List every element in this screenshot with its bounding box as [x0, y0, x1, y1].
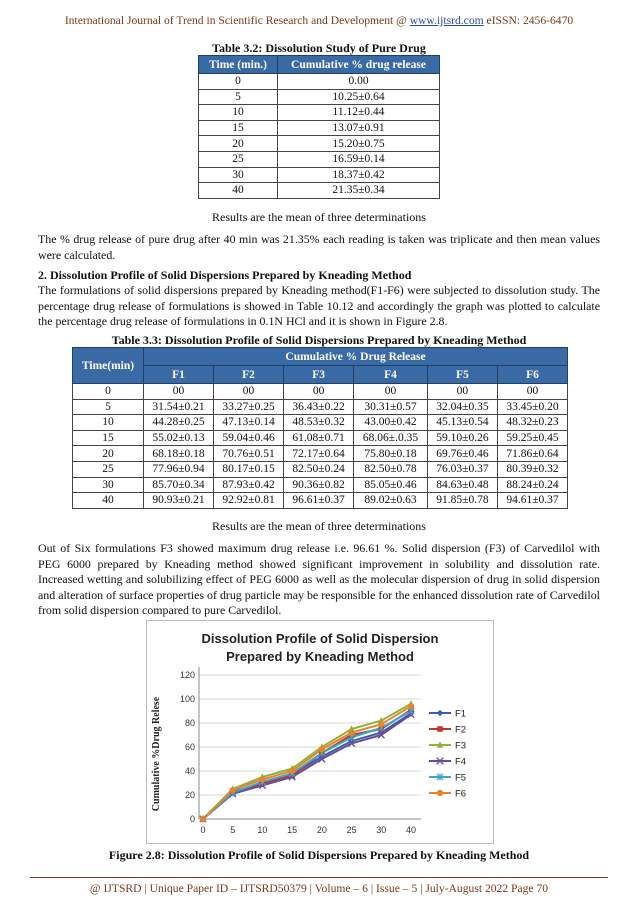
y-tick-label: 80	[184, 718, 195, 728]
release-cell: 11.12±0.44	[278, 105, 440, 121]
time-cell: 25	[73, 461, 144, 477]
release-cell: 76.03±0.37	[427, 461, 497, 477]
data-point-marker	[437, 726, 443, 732]
time-cell: 40	[73, 493, 144, 509]
table-row	[199, 74, 440, 90]
y-tick-label: 120	[179, 670, 195, 680]
figure-caption: Figure 2.8: Dissolution Profile of Solid Dispersions Prepared by Kneading Method	[108, 848, 530, 862]
table-row	[199, 183, 440, 199]
release-cell: 90.36±0.82	[284, 477, 354, 493]
journal-issn: eISSN: 2456-6470	[483, 14, 574, 27]
release-cell: 00	[214, 384, 284, 400]
release-cell: 31.54±0.21	[144, 399, 214, 415]
x-tick-label: 5	[230, 825, 236, 835]
release-cell: 70.76±0.51	[214, 446, 284, 462]
release-cell: 71.86±0.64	[497, 446, 567, 462]
col-group-header: Cumulative % Drug Release	[144, 348, 568, 366]
time-cell: 0	[199, 74, 278, 90]
page-footer: @ IJTSRD | Unique Paper ID – IJTSRD50379 | Volume – 6 | Issue – 5 | July-August 2022 Page 70	[89, 882, 549, 895]
data-point-marker	[259, 776, 265, 782]
release-cell: 82.50±0.24	[284, 461, 354, 477]
col-header-formulation: F3	[284, 366, 354, 384]
release-cell: 18.37±0.42	[278, 167, 440, 183]
release-cell: 72.17±0.64	[284, 446, 354, 462]
time-cell: 5	[73, 399, 144, 415]
journal-header	[0, 14, 638, 27]
release-cell: 15.20±0.75	[278, 136, 440, 152]
data-point-marker	[408, 703, 414, 709]
time-cell: 0	[73, 384, 144, 400]
release-cell: 00	[427, 384, 497, 400]
data-point-marker	[230, 787, 236, 793]
data-point-marker	[348, 729, 354, 735]
chart-ylabel: Cumulative %Drug Relese	[151, 696, 162, 812]
journal-url-link[interactable]: www.ijtsrd.com	[409, 14, 484, 27]
release-cell: 77.96±0.94	[144, 461, 214, 477]
release-cell: 21.35±0.34	[278, 183, 440, 199]
release-cell: 44.28±0.25	[144, 415, 214, 431]
table-row	[199, 136, 440, 152]
x-tick-label: 0	[200, 825, 206, 835]
data-point-marker	[437, 710, 443, 716]
time-cell: 30	[73, 477, 144, 493]
data-point-marker	[289, 768, 295, 774]
release-cell: 0.00	[278, 74, 440, 90]
table-row	[199, 105, 440, 121]
release-cell: 94.61±0.37	[497, 493, 567, 509]
time-cell: 5	[199, 89, 278, 105]
table-row	[73, 415, 568, 431]
release-cell: 48.53±0.32	[284, 415, 354, 431]
release-cell: 59.25±0.45	[497, 430, 567, 446]
time-cell: 20	[199, 136, 278, 152]
legend-label: F3	[455, 740, 467, 752]
table-row	[199, 167, 440, 183]
release-cell: 36.43±0.22	[284, 399, 354, 415]
y-tick-label: 60	[184, 742, 195, 752]
release-cell: 00	[144, 384, 214, 400]
legend-label: F2	[455, 724, 467, 736]
legend-label: F5	[455, 772, 467, 784]
paragraph-pure-drug: The % drug release of pure drug after 40 min was 21.35% each reading is taken was triplicate and then mean values were calculated.	[38, 232, 600, 262]
release-cell: 10.25±0.64	[278, 89, 440, 105]
x-tick-label: 15	[287, 825, 298, 835]
section-heading: 2. Dissolution Profile of Solid Dispersions Prepared by Kneading Method	[38, 268, 412, 282]
release-cell: 45.13±0.54	[427, 415, 497, 431]
time-cell: 40	[199, 183, 278, 199]
release-cell: 33.27±0.25	[214, 399, 284, 415]
x-tick-label: 30	[376, 825, 387, 835]
release-cell: 85.70±0.34	[144, 477, 214, 493]
table-row	[73, 430, 568, 446]
table-3-3-caption: Table 3.3: Dissolution Profile of Solid Dispersions Prepared by Kneading Method	[111, 333, 527, 347]
table-row	[73, 384, 568, 400]
release-cell: 85.05±0.46	[354, 477, 428, 493]
table-row	[199, 89, 440, 105]
col-header-time: Time(min)	[73, 348, 144, 384]
dissolution-chart	[147, 621, 493, 843]
time-cell: 20	[73, 446, 144, 462]
data-point-marker	[437, 790, 443, 796]
kneading-table	[72, 347, 568, 509]
release-cell: 75.80±0.18	[354, 446, 428, 462]
table-row	[73, 477, 568, 493]
time-cell: 25	[199, 151, 278, 167]
release-cell: 00	[354, 384, 428, 400]
release-cell: 89.02±0.63	[354, 493, 428, 509]
time-cell: 30	[199, 167, 278, 183]
table-row	[199, 151, 440, 167]
time-cell: 15	[199, 120, 278, 136]
data-point-marker	[200, 816, 206, 822]
col-header-formulation: F4	[354, 366, 428, 384]
col-header-formulation: F1	[144, 366, 214, 384]
journal-name: International Journal of Trend in Scientific Research and Development @	[64, 14, 410, 27]
release-cell: 33.45±0.20	[497, 399, 567, 415]
release-cell: 00	[284, 384, 354, 400]
release-cell: 32.04±0.35	[427, 399, 497, 415]
legend-label: F6	[455, 788, 467, 800]
col-header-formulation: F6	[497, 366, 567, 384]
table-row	[73, 461, 568, 477]
table-3-3-note: Results are the mean of three determinations	[212, 519, 426, 533]
release-cell: 47.13±0.14	[214, 415, 284, 431]
time-cell: 10	[73, 415, 144, 431]
chart-subtitle: Prepared by Kneading Method	[226, 649, 414, 664]
col-header-release: Cumulative % drug release	[278, 56, 440, 74]
table-row	[73, 493, 568, 509]
footer-rule	[30, 877, 608, 878]
y-tick-label: 40	[184, 766, 195, 776]
chart-frame	[146, 620, 494, 844]
release-cell: 88.24±0.24	[497, 477, 567, 493]
release-cell: 55.02±0.13	[144, 430, 214, 446]
release-cell: 68.06±.0.35	[354, 430, 428, 446]
col-header-time: Time (min.)	[199, 56, 278, 74]
release-cell: 16.59±0.14	[278, 151, 440, 167]
release-cell: 61.08±0.71	[284, 430, 354, 446]
y-tick-label: 100	[179, 694, 195, 704]
release-cell: 80.39±0.32	[497, 461, 567, 477]
release-cell: 80.17±0.15	[214, 461, 284, 477]
release-cell: 00	[497, 384, 567, 400]
release-cell: 84.63±0.48	[427, 477, 497, 493]
chart-title: Dissolution Profile of Solid Dispersion	[201, 631, 439, 646]
release-cell: 82.50±0.78	[354, 461, 428, 477]
release-cell: 13.07±0.91	[278, 120, 440, 136]
release-cell: 59.04±0.46	[214, 430, 284, 446]
release-cell: 59.10±0.26	[427, 430, 497, 446]
table-row	[73, 399, 568, 415]
legend-label: F4	[455, 756, 467, 768]
table-row	[199, 120, 440, 136]
release-cell: 43.00±0.42	[354, 415, 428, 431]
y-tick-label: 0	[189, 814, 195, 824]
release-cell: 87.93±0.42	[214, 477, 284, 493]
col-header-formulation: F5	[427, 366, 497, 384]
x-tick-label: 20	[316, 825, 327, 835]
time-cell: 15	[73, 430, 144, 446]
release-cell: 30.31±0.57	[354, 399, 428, 415]
release-cell: 69.76±0.46	[427, 446, 497, 462]
release-cell: 90.93±0.21	[144, 493, 214, 509]
x-tick-label: 25	[346, 825, 357, 835]
release-cell: 96.61±0.37	[284, 493, 354, 509]
pure-drug-table	[198, 55, 440, 199]
y-tick-label: 20	[184, 790, 195, 800]
col-header-formulation: F2	[214, 366, 284, 384]
x-tick-label: 10	[257, 825, 268, 835]
table-3-2-caption: Table 3.2: Dissolution Study of Pure Drug	[212, 41, 426, 55]
paragraph-section-2: The formulations of solid dispersions prepared by Kneading method(F1-F6) were subjected to dissolution study. The percentage drug release of formulations is showed in Table 10.12 and accordingly the graph was plotted to calculate the percentage drug release of formulations in 0.1N HCl and it is shown in Figure 2.8.	[38, 283, 600, 329]
release-cell: 48.32±0.23	[497, 415, 567, 431]
table-row	[73, 446, 568, 462]
release-cell: 91.85±0.78	[427, 493, 497, 509]
data-point-marker	[378, 721, 384, 727]
x-tick-label: 40	[405, 825, 417, 835]
table-3-2-note: Results are the mean of three determinations	[212, 210, 426, 224]
data-point-marker	[319, 746, 325, 752]
time-cell: 10	[199, 105, 278, 121]
release-cell: 68.18±0.18	[144, 446, 214, 462]
release-cell: 92.92±0.81	[214, 493, 284, 509]
legend-label: F1	[455, 708, 467, 720]
paragraph-results: Out of Six formulations F3 showed maximum drug release i.e. 96.61 %. Solid dispersion (F3) of Carvedilol with PEG 6000 prepared by Kneading method showed significant improvement in solubility and dissolution rate. Increased wetting and solubilizing effect of PEG 6000 as well as the molecular dispersion of drug in solid dispersion and alteration of surface properties of drug particle may be responsible for the enhanced dissolution rate of Carvedilol from solid dispersion compared to pure Carvedilol.	[38, 541, 600, 618]
